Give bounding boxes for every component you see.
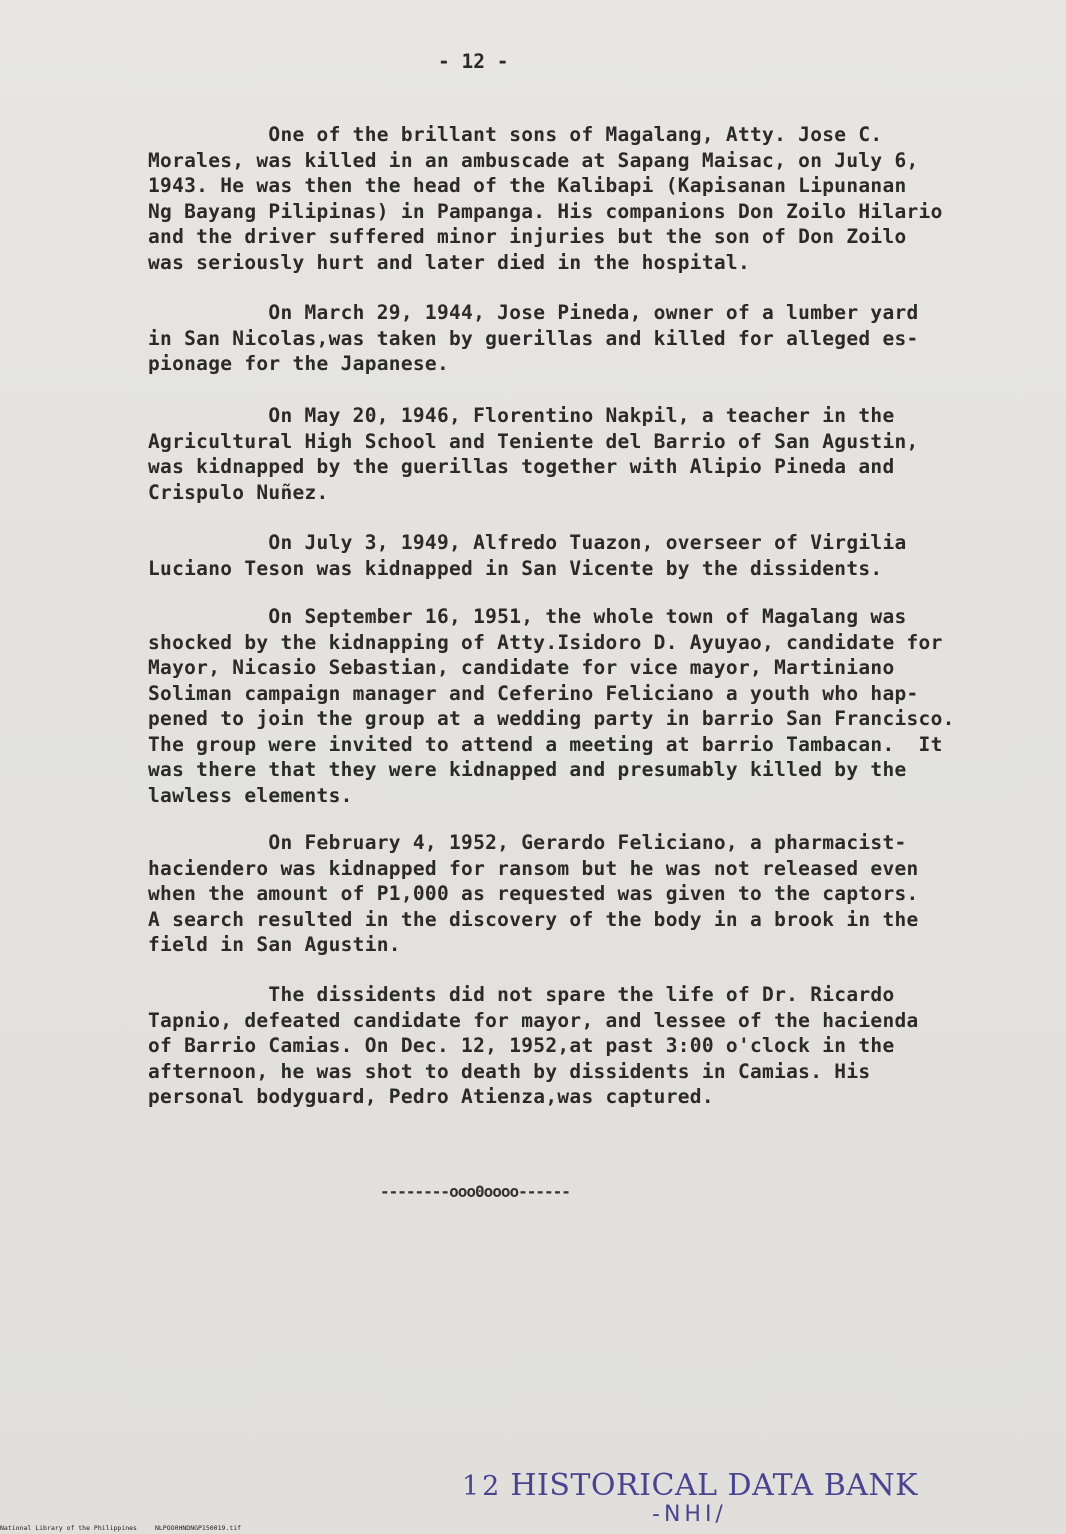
paragraph-line: On February 4, 1952, Gerardo Feliciano, a pharmacist- bbox=[148, 831, 907, 854]
paragraph-line: The group were invited to attend a meeting at barrio Tambacan. It bbox=[148, 732, 943, 756]
paragraph-line: shocked by the kidnapping of Atty.Isidoro D. Ayuyao, candidate for bbox=[148, 630, 943, 654]
paragraph-line: The dissidents did not spare the life of Dr. Ricardo bbox=[148, 983, 895, 1006]
paragraph-line: One of the brillant sons of Magalang, Atty. Jose C. bbox=[148, 123, 883, 146]
paragraph-line: Ng Bayang Pilipinas) in Pampanga. His companions Don Zoilo Hilario bbox=[148, 199, 943, 223]
paragraph-line: and the driver suffered minor injuries but the son of Don Zoilo bbox=[148, 225, 907, 248]
paragraph-line: was kidnapped by the guerillas together with Alipio Pineda and bbox=[148, 455, 895, 478]
paragraph-line: Soliman campaign manager and Ceferino Feliciano a youth who hap- bbox=[148, 681, 919, 705]
paragraph-line: of Barrio Camias. On Dec. 12, 1952,at past 3:00 o'clock in the bbox=[148, 1034, 895, 1057]
paragraph-line: On September 16, 1951, the whole town of Magalang was bbox=[148, 605, 907, 628]
paragraph-line: personal bodyguard, Pedro Atienza,was captured. bbox=[148, 1085, 714, 1108]
paragraph-line: 1943. He was then the head of the Kalibapi (Kapisanan Lipunanan bbox=[148, 174, 907, 197]
page-number: - 12 - bbox=[438, 50, 509, 73]
paragraph-line: Mayor, Nicasio Sebastian, candidate for vice mayor, Martiniano bbox=[148, 656, 895, 679]
stamp-number: 12 bbox=[462, 1471, 503, 1502]
paragraph-line: Crispulo Nuñez. bbox=[148, 480, 329, 504]
paragraph-line: field in San Agustin. bbox=[148, 933, 401, 956]
stamp-sub: -NHI/ bbox=[652, 1502, 727, 1527]
paragraph-line: A search resulted in the discovery of the body in a brook in the bbox=[148, 907, 919, 931]
paragraph-line: afternoon, he was shot to death by dissidents in Camias. His bbox=[148, 1059, 871, 1083]
paragraph-line: On July 3, 1949, Alfredo Tuazon, overseer of Virgilia bbox=[148, 531, 907, 554]
paragraph-line: was there that they were kidnapped and presumably killed by the bbox=[148, 758, 907, 781]
paragraph-line: Tapnio, defeated candidate for mayor, and lessee of the hacienda bbox=[148, 1008, 919, 1032]
paragraph-line: On May 20, 1946, Florentino Nakpil, a teacher in the bbox=[148, 404, 895, 427]
paragraph-line: lawless elements. bbox=[148, 783, 353, 807]
paragraph-line: Luciano Teson was kidnapped in San Vicente by the dissidents. bbox=[148, 556, 883, 580]
paragraph-line: pened to join the group at a wedding party in barrio San Francisco. bbox=[148, 707, 955, 730]
footer-library: National Library of the Philippines bbox=[0, 1524, 137, 1532]
footer-file: NLPOO0HNDNGP150019.tif bbox=[154, 1524, 242, 1532]
paragraph-line: when the amount of P1,000 as requested was given to the captors. bbox=[148, 882, 919, 905]
paragraph-line: in San Nicolas,was taken by guerillas and killed for alleged es- bbox=[148, 326, 919, 350]
stamp-text: HISTORICAL DATA BANK bbox=[510, 1468, 919, 1503]
section-divider: --------ooo0oooo------ bbox=[380, 1182, 570, 1201]
paragraph-line: was seriously hurt and later died in the hospital. bbox=[148, 250, 750, 274]
paragraph-line: On March 29, 1944, Jose Pineda, owner of a lumber yard bbox=[148, 301, 919, 324]
paragraph-line: Agricultural High School and Teniente del Barrio of San Agustin, bbox=[148, 429, 919, 453]
scan-footer bbox=[0, 1524, 259, 1532]
paragraph-line: haciendero was kidnapped for ransom but he was not released even bbox=[148, 856, 919, 880]
paragraph-line: pionage for the Japanese. bbox=[148, 352, 449, 375]
paragraph-line: Morales, was killed in an ambuscade at Sapang Maisac, on July 6, bbox=[148, 148, 919, 172]
archive-stamp bbox=[462, 1468, 918, 1503]
